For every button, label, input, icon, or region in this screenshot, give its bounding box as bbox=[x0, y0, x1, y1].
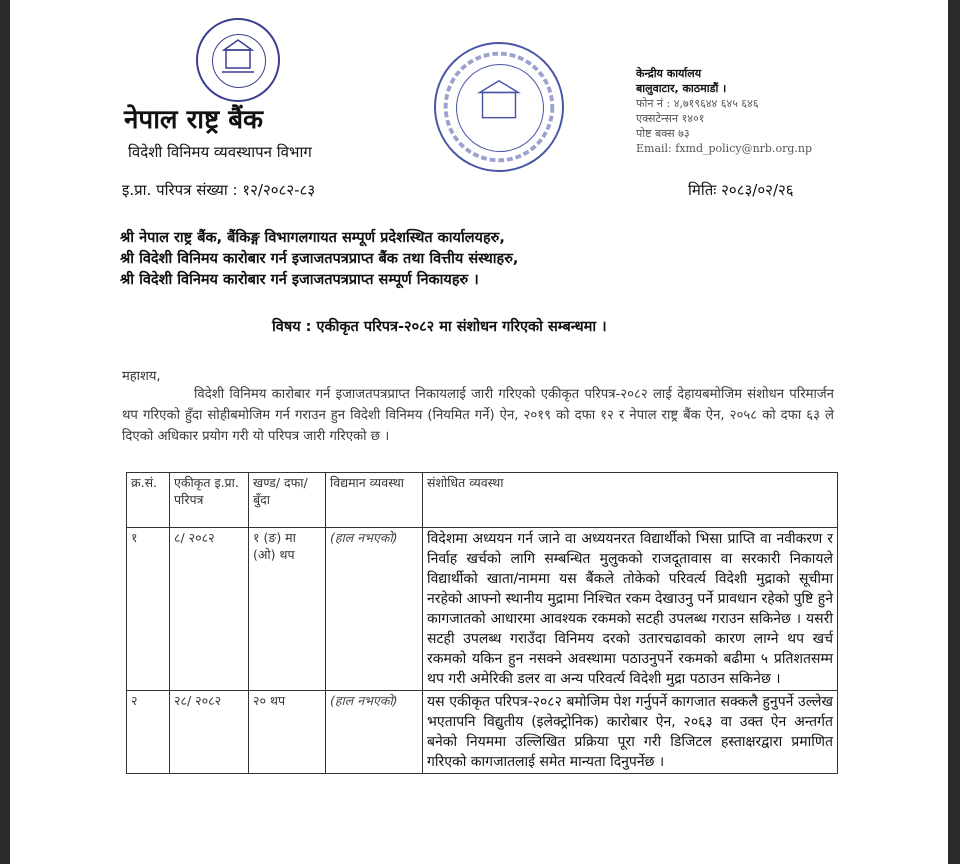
cell-sn: १ bbox=[127, 528, 170, 691]
office-email: Email: fxmd_policy@nrb.org.np bbox=[636, 142, 813, 155]
cell-amended: यस एकीकृत परिपत्र-२०८२ बमोजिम पेश गर्नुपर्ने कागजात सक्कलै हुनुपर्ने उल्लेख भएतापनि विद्युतीय (इलेक्ट्रोनिक) कारोबार ऐन, २०६३ वा उक्त ऐन अन्तर्गत बनेको नियममा उल्लिखित प्रक्रिया पूरा गरी डिजिटल हस्ताक्षरद्वारा प्रमाणित गरिएको कागजातलाई समेत मान्यता दिनुपर्नेछ । bbox=[423, 691, 838, 774]
office-address: बालुवाटार, काठमाडौं । bbox=[636, 82, 727, 95]
recipient-line: श्री विदेशी विनिमय कारोबार गर्न इजाजतपत्रप्राप्त सम्पूर्ण निकायहरु । bbox=[120, 272, 479, 288]
table-row bbox=[127, 691, 838, 774]
stamp-emblem-icon bbox=[436, 44, 562, 170]
col-header-existing: विद्यमान व्यवस्था bbox=[326, 473, 423, 528]
org-title: नेपाल राष्ट्र बैंक bbox=[124, 105, 264, 135]
emblem-icon bbox=[198, 20, 278, 100]
recipient-list bbox=[120, 228, 518, 291]
office-contact-block bbox=[636, 66, 812, 156]
col-header-amended: संशोधित व्यवस्था bbox=[423, 473, 838, 528]
office-name: केन्द्रीय कार्यालय bbox=[636, 67, 702, 80]
salutation: महाशय, bbox=[122, 369, 161, 384]
col-header-sn: क्र.सं. bbox=[127, 473, 170, 528]
recipient-line: श्री नेपाल राष्ट्र बैंक, बैंकिङ्ग विभागलगायत सम्पूर्ण प्रदेशस्थित कार्यालयहरु, bbox=[120, 230, 505, 246]
document-page bbox=[10, 0, 948, 864]
cell-section: १ (ङ) मा (ओ) थप bbox=[249, 528, 326, 691]
department-name: विदेशी विनिमय व्यवस्थापन विभाग bbox=[128, 143, 312, 161]
circular-reference: इ.प्रा. परिपत्र संख्या : १२/२०८२-८३ bbox=[122, 181, 316, 199]
cell-existing: (हाल नभएको) bbox=[326, 691, 423, 774]
circular-date: मितिः २०८३/०२/२६ bbox=[688, 181, 794, 199]
office-phone: फोन नं : ४,७१९६४४ ६४५ ६४६ bbox=[636, 97, 759, 110]
table-header-row bbox=[127, 473, 838, 528]
cell-sn: २ bbox=[127, 691, 170, 774]
cell-existing: (हाल नभएको) bbox=[326, 528, 423, 691]
col-header-circular: एकीकृत इ.प्रा. परिपत्र bbox=[170, 473, 249, 528]
recipient-line: श्री विदेशी विनिमय कारोबार गर्न इजाजतपत्रप्राप्त बैंक तथा वित्तीय संस्थाहरु, bbox=[120, 251, 519, 267]
cell-section: २० थप bbox=[249, 691, 326, 774]
amendment-table bbox=[126, 472, 838, 774]
body-paragraph: विदेशी विनिमय कारोबार गर्न इजाजतपत्रप्राप्त निकायलाई जारी गरिएको एकीकृत परिपत्र-२०८२ लाई देहायबमोजिम संशोधन परिमार्जन थप गरिएको हुँदा सोहीबमोजिम गर्न गराउन हुन विदेशी विनिमय (नियमित गर्ने) ऐन, २०१९ को दफा १२ र नेपाल राष्ट्र बैंक ऐन, २०५८ को दफा ६३ ले दिएको अधिकार प्रयोग गरी यो परिपत्र जारी गरिएको छ । bbox=[122, 387, 834, 444]
col-header-section: खण्ड/ दफा/ बुँदा bbox=[249, 473, 326, 528]
office-po-box: पोष्ट बक्स ७३ bbox=[636, 127, 690, 140]
cell-circular: २८/ २०८२ bbox=[170, 691, 249, 774]
subject-line: विषय : एकीकृत परिपत्र-२०८२ मा संशोधन गरिएको सम्बन्धमा । bbox=[272, 319, 607, 335]
cell-amended: विदेशमा अध्ययन गर्न जाने वा अध्ययनरत विद्यार्थीको भिसा प्राप्ति वा नवीकरण र निर्वाह खर्चको लागि सम्बन्धित मुलुकको राजदूतावास वा सरकारी निकायले विद्यार्थीको खाता/नाममा यस बैंकले तोकेको परिवर्त्य विदेशी मुद्राको सूचीमा नरहेको आफ्नो स्थानीय मुद्रामा निश्चित रकम देखाउनु पर्ने प्रावधान रहेको पुष्टि हुने कागजातको आधारमा आवश्यक रकमको सटही उपलब्ध गराउन सकिनेछ । यसरी सटही उपलब्ध गराउँदा विनिमय दरको उतारचढावको कारण लाग्ने थप खर्च रकमको यकिन हुन नसक्ने अवस्थामा पठाउनुपर्ने रकमको बढीमा ५ प्रतिशतसम्म थप गरी अमेरिकी डलर वा अन्य परिवर्त्य विदेशी मुद्रा पठाउन सकिनेछ । bbox=[423, 528, 838, 691]
table-row bbox=[127, 528, 838, 691]
cell-circular: ८/ २०८२ bbox=[170, 528, 249, 691]
office-extension: एक्सटेन्सन १४०१ bbox=[636, 112, 705, 125]
bank-logo-seal bbox=[196, 18, 280, 102]
official-stamp bbox=[434, 42, 564, 172]
